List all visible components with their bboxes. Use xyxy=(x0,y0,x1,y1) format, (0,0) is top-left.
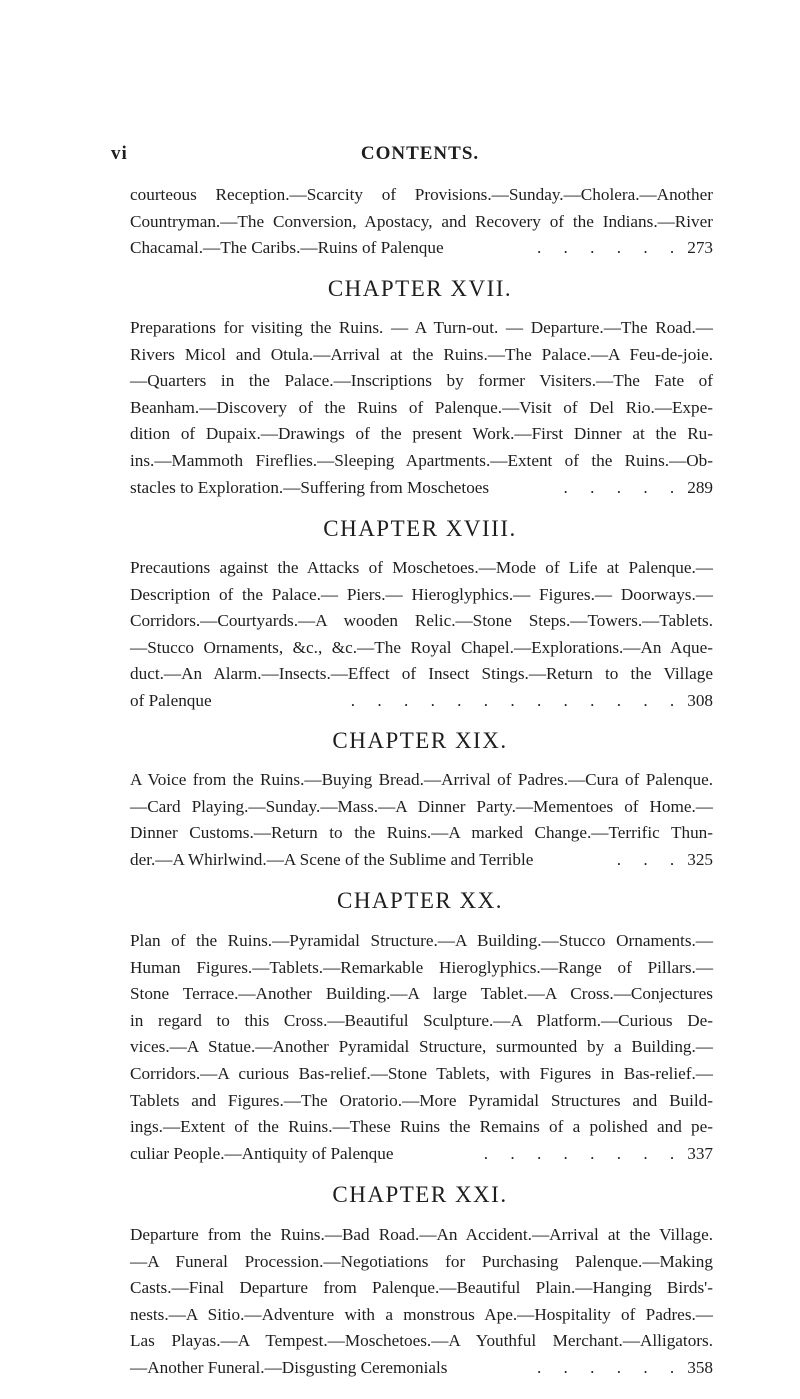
chapter-heading: CHAPTER XVII. xyxy=(327,276,513,301)
chapter-heading: CHAPTER XX. xyxy=(336,888,503,913)
summary-line: ins.—Mammoth Fireflies.—Sleeping Apartments.—Extent of the Ruins.—Ob- xyxy=(130,450,713,470)
summary-line: duct.—An Alarm.—Insects.—Effect of Insect Stings.—Return to the Village xyxy=(130,664,713,684)
chapter-heading: CHAPTER XVIII. xyxy=(323,516,517,541)
summary-line: of Palenque xyxy=(130,690,212,710)
leader-dots: . . . . . . . . xyxy=(483,1143,684,1163)
page-ref: 289 xyxy=(687,477,713,497)
summary-line: stacles to Exploration.—Suffering from Moschetoes xyxy=(130,477,490,497)
summary-line: Dinner Customs.—Return to the Ruins.—A marked Change.—Terrific Thun- xyxy=(130,823,713,843)
toc-entry-last-line xyxy=(130,235,713,262)
toc-entry-last-line xyxy=(130,475,713,502)
summary-line: Corridors.—A curious Bas-relief.—Stone Tablets, with Figures in Bas-relief.— xyxy=(130,1063,713,1083)
page-ref: 273 xyxy=(687,238,713,258)
summary-line: Corridors.—Courtyards.—A wooden Relic.—Stone Steps.—Towers.—Tablets. xyxy=(130,611,713,631)
summary-line: —A Funeral Procession.—Negotiations for Purchasing Palenque.—Making xyxy=(130,1251,713,1271)
summary-line: Description of the Palace.— Piers.— Hieroglyphics.— Figures.— Doorways.— xyxy=(130,584,713,604)
leader-dots: . . . . . . xyxy=(536,1357,684,1377)
summary-line: Tablets and Figures.—The Oratorio.—More Pyramidal Structures and Build- xyxy=(130,1090,713,1110)
chapter-heading: CHAPTER XXI. xyxy=(332,1182,508,1207)
summary-line: Precautions against the Attacks of Moschetoes.—Mode of Life at Palenque.— xyxy=(130,558,713,577)
summary-line: Countryman.—The Conversion, Apostacy, and Recovery of the Indians.—River xyxy=(130,211,713,231)
toc-entry-last-line xyxy=(130,1355,713,1382)
leader-dots: . . . . . xyxy=(563,477,684,497)
summary-line: Rivers Micol and Otula.—Arrival at the Ruins.—The Palace.—A Feu-de-joie. xyxy=(130,344,713,364)
summary-line: culiar People.—Antiquity of Palenque xyxy=(130,1143,394,1163)
summary-line: in regard to this Cross.—Beautiful Sculpture.—A Platform.—Curious De- xyxy=(130,1010,713,1030)
leader-dots: . . . . . . xyxy=(536,238,684,258)
summary-line: Stone Terrace.—Another Building.—A large Tablet.—A Cross.—Conjectures xyxy=(130,984,713,1004)
chapter-summary xyxy=(130,767,713,873)
page-ref: 358 xyxy=(687,1357,713,1377)
chapter-heading: CHAPTER XIX. xyxy=(332,728,508,753)
page-ref: 308 xyxy=(687,690,713,710)
toc-entry-last-line xyxy=(130,688,713,715)
summary-line: dition of Dupaix.—Drawings of the present Work.—First Dinner at the Ru- xyxy=(130,424,713,444)
toc-entry-last-line xyxy=(130,1141,713,1168)
running-title: CONTENTS. xyxy=(360,143,480,164)
chapter-summary xyxy=(130,1222,713,1382)
summary-line: A Voice from the Ruins.—Buying Bread.—Arrival of Padres.—Cura of Palenque. xyxy=(130,770,713,789)
leader-dots: . . . xyxy=(616,849,684,869)
chapter-summary xyxy=(130,315,713,501)
summary-line: Human Figures.—Tablets.—Remarkable Hieroglyphics.—Range of Pillars.— xyxy=(130,957,713,977)
chapter-summary xyxy=(130,928,713,1167)
summary-line: Chacamal.—The Caribs.—Ruins of Palenque xyxy=(130,238,444,258)
summary-line: Departure from the Ruins.—Bad Road.—An Accident.—Arrival at the Village. xyxy=(130,1225,713,1244)
summary-line: der.—A Whirlwind.—A Scene of the Sublime and Terrible xyxy=(130,849,534,869)
summary-line: —Stucco Ornaments, &c., &c.—The Royal Chapel.—Explorations.—An Aque- xyxy=(130,637,713,657)
summary-line: Casts.—Final Departure from Palenque.—Beautiful Plain.—Hanging Birds'- xyxy=(130,1278,713,1298)
summary-line: —Card Playing.—Sunday.—Mass.—A Dinner Party.—Mementoes of Home.— xyxy=(130,796,713,816)
summary-line: vices.—A Statue.—Another Pyramidal Structure, surmounted by a Building.— xyxy=(130,1037,713,1057)
summary-line: nests.—A Sitio.—Adventure with a monstrous Ape.—Hospitality of Padres.— xyxy=(130,1304,713,1324)
summary-line: Las Playas.—A Tempest.—Moschetoes.—A Youthful Merchant.—Alligators. xyxy=(130,1331,713,1351)
summary-line: Beanham.—Discovery of the Ruins of Palenque.—Visit of Del Rio.—Expe- xyxy=(130,397,713,417)
summary-line: —Another Funeral.—Disgusting Ceremonials xyxy=(130,1357,448,1377)
summary-line: ings.—Extent of the Ruins.—These Ruins the Remains of a polished and pe- xyxy=(130,1117,713,1137)
summary-line: Plan of the Ruins.—Pyramidal Structure.—A Building.—Stucco Ornaments.— xyxy=(130,931,713,950)
page-ref: 325 xyxy=(687,849,713,869)
page-ref: 337 xyxy=(687,1143,713,1163)
summary-line: Preparations for visiting the Ruins. — A Turn-out. — Departure.—The Road.— xyxy=(130,318,713,337)
summary-line: courteous Reception.—Scarcity of Provisions.—Sunday.—Cholera.—Another xyxy=(130,185,713,204)
summary-line: —Quarters in the Palace.—Inscriptions by former Visiters.—The Fate of xyxy=(130,371,713,391)
page-number: vi xyxy=(111,143,128,164)
leader-dots: . . . . . . . . . . . . . xyxy=(350,690,684,710)
toc-entry-last-line xyxy=(130,847,713,874)
chapter-summary xyxy=(130,555,713,715)
chapter-summary xyxy=(130,182,713,262)
